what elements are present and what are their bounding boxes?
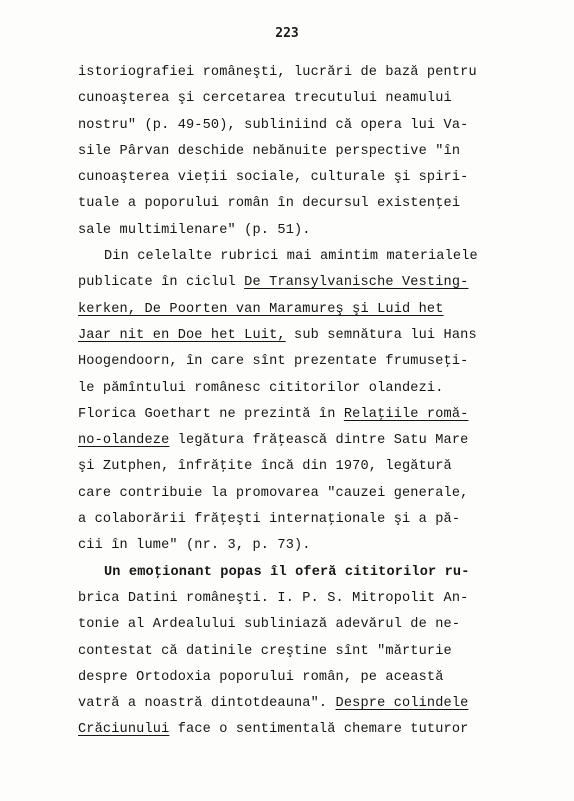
text-line: Hoogendoorn, în care sînt prezentate frumuseţi- — [78, 354, 469, 370]
text-segment: legătura frăţească dintre Satu Mare — [169, 433, 469, 449]
text-line: cii în lume" (nr. 3, p. 73). — [78, 538, 311, 554]
text-line: şi Zutphen, înfrăţite încă din 1970, legătură — [78, 459, 452, 475]
text-line: despre Ortodoxia poporului român, pe această — [78, 669, 444, 685]
body-text — [78, 60, 538, 744]
text-segment: publicate în ciclul — [78, 275, 245, 291]
text-line: cunoaşterea şi cercetarea trecutului neamului — [78, 91, 452, 107]
underlined-title: Despre colindele — [335, 696, 469, 712]
text-line: tonie al Ardealului subliniază adevărul de ne- — [78, 617, 461, 633]
underlined-title: De Transylvanische Vesting- — [244, 275, 469, 291]
text-line — [78, 560, 538, 586]
text-line: le pămîntului românesc cititorilor olandezi. — [78, 380, 444, 396]
text-segment: Din celelalte rubrici mai amintim materialele — [104, 249, 478, 265]
text-line — [78, 717, 538, 743]
text-line: a colaborării frăţeşti internaţionale şi a pă- — [78, 512, 461, 528]
text-segment: Un emoţionant popas îl oferă cititorilor ru- — [104, 564, 470, 580]
underlined-title: Relaţiile romă- — [343, 406, 469, 422]
text-line: tuale a poporului român în decursul existenţei — [78, 196, 461, 212]
text-line — [78, 244, 538, 270]
page-number: 223 — [275, 26, 299, 41]
text-line: sale multimilenare" (p. 51). — [78, 222, 311, 238]
text-line: contestat că datinile creştine sînt "mărturie — [78, 643, 452, 659]
text-line — [78, 428, 538, 454]
text-segment: sub semnătura lui Hans — [285, 327, 477, 343]
text-line: nostru" (p. 49-50), subliniind că opera lui Va- — [78, 117, 469, 133]
text-line — [78, 402, 538, 428]
text-segment: face o sentimentală chemare tuturor — [169, 722, 469, 738]
underlined-title: kerken, De Poorten van Maramureş şi Luid het — [78, 301, 444, 317]
text-line: istoriografiei româneşti, lucrări de bază pentru — [78, 65, 477, 80]
text-line — [78, 323, 538, 349]
underlined-title: Crăciunului — [78, 722, 170, 738]
text-line: cunoaşterea vieţii sociale, culturale şi spiri- — [78, 170, 469, 186]
text-line — [78, 297, 538, 323]
text-line: brica Datini româneşti. I. P. S. Mitropolit An- — [78, 590, 469, 606]
text-line: care contribuie la promovarea "cauzei generale, — [78, 485, 469, 501]
text-segment: vatră a noastră dintotdeauna". — [78, 696, 336, 712]
underlined-title: no-olandeze — [78, 433, 170, 449]
text-line — [78, 270, 538, 296]
underlined-title: Jaar nit en Doe het Luit, — [78, 327, 286, 343]
text-line — [78, 691, 538, 717]
text-line: sile Pârvan deschide nebănuite perspective "în — [78, 143, 461, 159]
text-segment: Florica Goethart ne prezintă în — [78, 406, 344, 422]
